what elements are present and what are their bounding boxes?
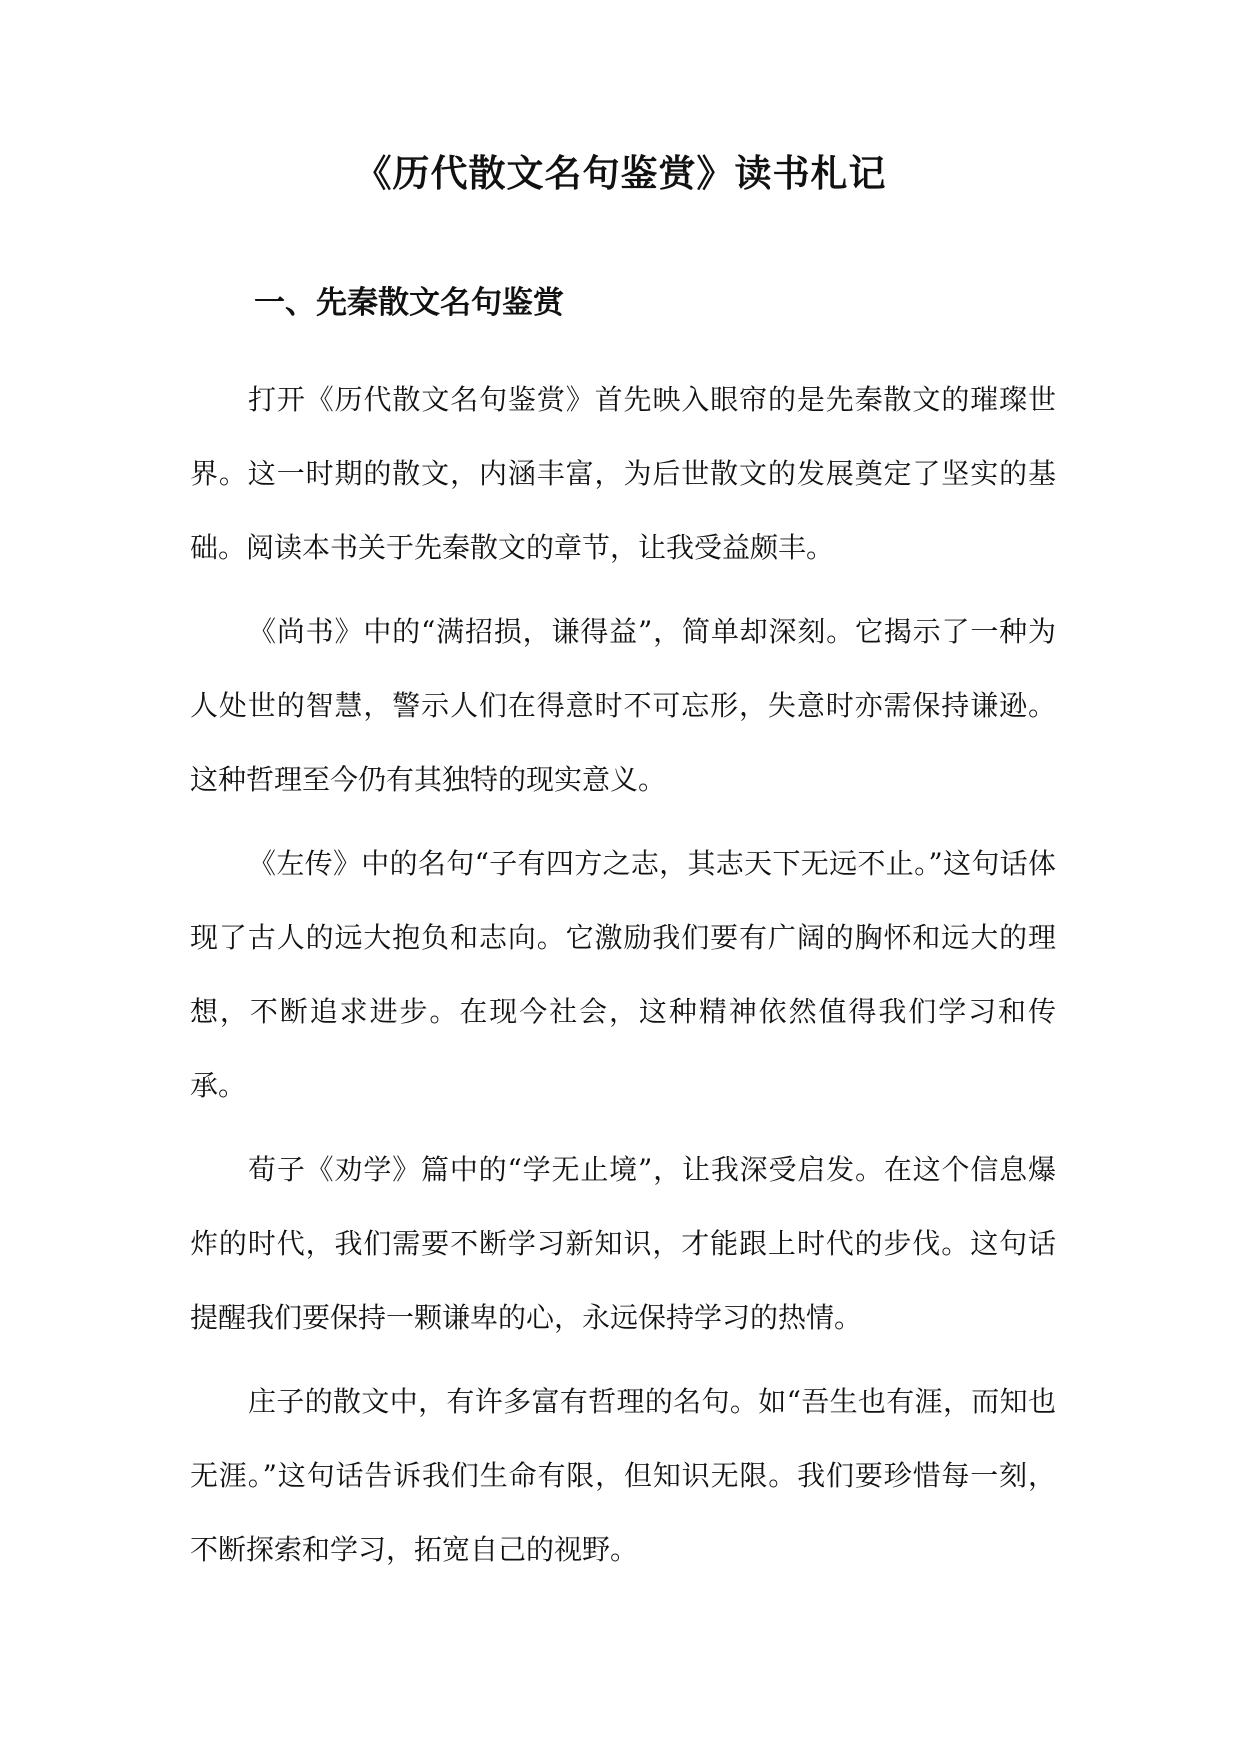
paragraph: 《左传》中的名句“子有四方之志，其志天下无远不止。”这句话体现了古人的远大抱负和志向。它激励我们要有广阔的胸怀和远大的理想，不断追求进步。在现今社会，这种精神依然值得我们学习和传承。: [190, 847, 1056, 1102]
page-title: 《历代散文名句鉴赏》读书札记: [354, 151, 887, 195]
paragraph: 庄子的散文中，有许多富有哲理的名句。如“吾生也有涯，而知也无涯。”这句话告诉我们生命有限，但知识无限。我们要珍惜每一刻，不断探索和学习，拓宽自己的视野。: [190, 1385, 1056, 1566]
body-text: [190, 363, 1056, 1597]
section-heading: 一、先秦散文名句鉴赏: [254, 285, 564, 321]
paragraph: 打开《历代散文名句鉴赏》首先映入眼帘的是先秦散文的璀璨世界。这一时期的散文，内涵丰富，为后世散文的发展奠定了坚实的基础。阅读本书关于先秦散文的章节，让我受益颇丰。: [190, 383, 1056, 564]
paragraph: 荀子《劝学》篇中的“学无止境”，让我深受启发。在这个信息爆炸的时代，我们需要不断学习新知识，才能跟上时代的步伐。这句话提醒我们要保持一颗谦卑的心，永远保持学习的热情。: [190, 1153, 1056, 1334]
paragraph: 《尚书》中的“满招损，谦得益”，简单却深刻。它揭示了一种为人处世的智慧，警示人们在得意时不可忘形，失意时亦需保持谦逊。这种哲理至今仍有其独特的现实意义。: [190, 615, 1056, 796]
